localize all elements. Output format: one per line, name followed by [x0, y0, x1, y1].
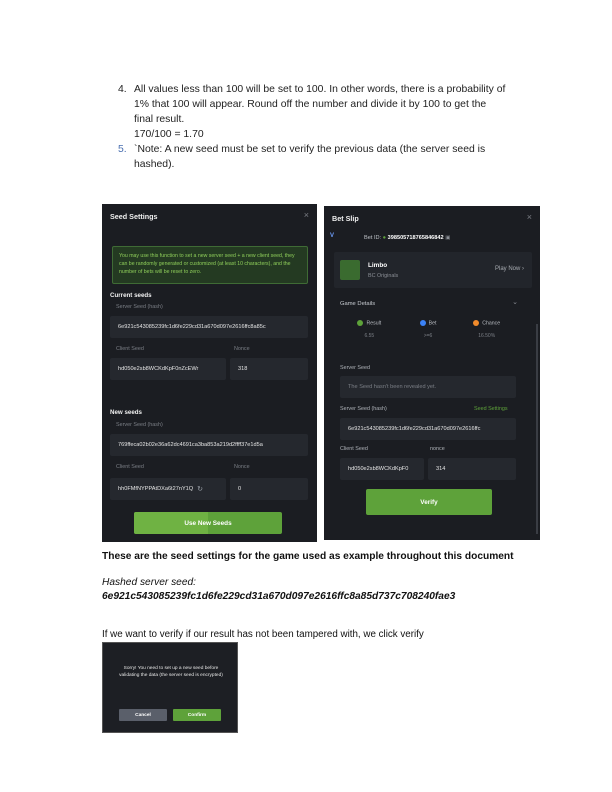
client-seed-field[interactable]: hd050e2sb8WCKdKpF0 [340, 458, 424, 480]
step-line: `Note: A new seed must be set to verify the previous data (the server seed is [134, 144, 486, 155]
step-4 [118, 82, 538, 142]
nonce-label: nonce [430, 446, 445, 452]
nonce-label: Nonce [234, 464, 250, 470]
game-details-stats [340, 320, 516, 350]
verify-label: Verify [420, 498, 438, 506]
result-stat [340, 320, 399, 350]
verify-button[interactable] [366, 489, 492, 515]
chevron-down-icon[interactable]: ⌄ [512, 299, 518, 306]
new-client-seed-value: hh0FMfNYPPAtDXa6t27nY1Q [118, 486, 194, 492]
step-5 [118, 142, 538, 172]
step-number: 4. [118, 84, 127, 95]
dialog-message: Sorry! You need to set up a new seed before validating the data (the server seed is encrypted) [119, 666, 223, 678]
game-name: Limbo [368, 262, 388, 269]
bet-slip-title: Bet Slip [332, 214, 359, 223]
chevron-right-icon: › [522, 266, 524, 272]
seed-settings-link[interactable]: Seed Settings [474, 406, 508, 412]
client-seed-label: Client Seed [116, 346, 144, 352]
server-seed-hash-label: Server Seed (hash) [340, 406, 387, 412]
bet-id-label: Bet ID: [364, 235, 382, 241]
seed-settings-caption: These are the seed settings for the game used as example throughout this document [102, 551, 514, 562]
nonce-label: Nonce [234, 346, 250, 352]
cancel-button[interactable]: Cancel [119, 709, 167, 721]
bet-icon [420, 320, 426, 326]
current-nonce-field[interactable]: 318 [230, 358, 308, 380]
result-icon [357, 320, 363, 326]
scrollbar[interactable] [536, 324, 538, 534]
new-nonce-field[interactable]: 0 [230, 478, 308, 500]
step-line: 170/100 = 1.70 [134, 129, 204, 140]
current-seeds-heading: Current seeds [110, 292, 152, 299]
steps-list [118, 82, 538, 172]
verify-dialog [102, 642, 238, 733]
result-value: 6.55 [364, 333, 375, 340]
step-line: All values less than 100 will be set to 100. In other words, there is a probability of [134, 84, 506, 95]
step-line: 1% that 100 will appear. Round off the number and divide it by 100 to get the [134, 99, 487, 110]
server-seed-label: Server Seed (hash) [116, 304, 163, 310]
confirm-button[interactable]: Confirm [173, 709, 221, 721]
bet-id-value: 398505718765846842 [387, 235, 444, 241]
limbo-game-icon [340, 260, 360, 280]
current-server-seed-field[interactable]: 6e921c543085239fc1d6fe229cd31a670d097e2616ffc8a85c [110, 316, 308, 338]
server-seed-label: Server Seed [340, 365, 370, 371]
seed-settings-title: Seed Settings [110, 212, 158, 221]
client-seed-label: Client Seed [340, 446, 368, 452]
server-seed-field[interactable]: The Seed hasn't been revealed yet. [340, 376, 516, 398]
bet-id-row [364, 235, 450, 241]
server-seed-hash-field[interactable]: 6e921c543085239fc1d6fe229cd31a670d097e2616ffc [340, 418, 516, 440]
new-client-seed-field[interactable] [110, 478, 226, 500]
chance-value: 16.50% [478, 333, 496, 340]
use-new-seeds-button[interactable] [134, 512, 282, 534]
hashed-seed-label: Hashed server seed: [102, 577, 197, 588]
bet-slip-panel [324, 206, 540, 540]
copy-icon[interactable]: ▣ [445, 235, 451, 241]
play-now-label: Play Now [494, 266, 521, 272]
chance-stat [457, 320, 516, 350]
seed-settings-panel [102, 204, 317, 542]
server-seed-label: Server Seed (hash) [116, 422, 163, 428]
play-now-link[interactable] [495, 266, 524, 272]
bet-stat [399, 320, 458, 350]
hashed-seed-value: 6e921c543085239fc1d6fe229cd31a670d097e2616ffc8a85d737c708240fae3 [102, 591, 456, 602]
game-provider: BC Originals [368, 273, 399, 279]
use-new-seeds-label: Use New Seeds [184, 519, 232, 527]
vip-icon: V [330, 233, 335, 239]
new-server-seed-field[interactable]: 769ffeca02b02e36a62dc4691ca3ba853a219d2ffff37e1d5a [110, 434, 308, 456]
step-line: hashed). [134, 159, 175, 170]
result-label: Result [366, 320, 382, 327]
close-icon[interactable]: × [526, 212, 532, 222]
chance-label: Chance [482, 320, 501, 327]
bet-value: >=6 [423, 333, 433, 340]
refresh-icon[interactable]: ↻ [197, 486, 204, 493]
check-icon: ● [382, 235, 387, 241]
chance-icon [473, 320, 479, 326]
bet-label: Bet [428, 320, 437, 327]
game-card[interactable] [334, 252, 532, 288]
new-seeds-heading: New seeds [110, 409, 142, 416]
step-number: 5. [118, 144, 127, 155]
close-icon[interactable]: × [303, 210, 309, 220]
seed-notice: You may use this function to set a new server seed + a new client seed, they can be randomly generated or customized (at least 10 characters), and the number of bets will be reset to zero. [112, 246, 308, 284]
verify-instruction: If we want to verify if our result has not been tampered with, we click verify [102, 629, 424, 640]
client-seed-label: Client Seed [116, 464, 144, 470]
game-details-label: Game Details [340, 301, 376, 307]
nonce-field[interactable]: 314 [428, 458, 516, 480]
step-line: final result. [134, 114, 185, 125]
current-client-seed-field[interactable]: hd050e2sb8WCKdKpF0nZcEWr [110, 358, 226, 380]
